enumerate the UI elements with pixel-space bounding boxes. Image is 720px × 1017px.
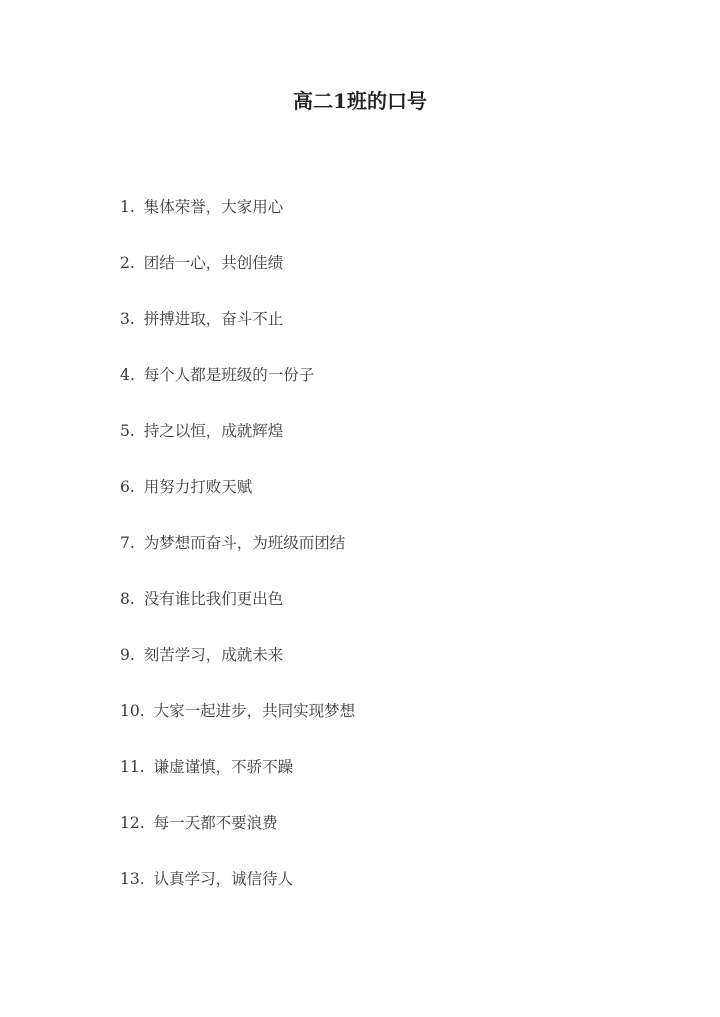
- item-number: 13.: [120, 870, 145, 888]
- list-item: [120, 249, 355, 305]
- list-item: [120, 865, 355, 921]
- item-text: 认真学习，诚信待人: [153, 870, 294, 888]
- list-item: [120, 529, 355, 585]
- item-text: 用努力打败天赋: [143, 478, 253, 496]
- list-item: [120, 697, 355, 753]
- item-number: 3.: [120, 310, 135, 328]
- item-text: 拼搏进取，奋斗不止: [143, 310, 284, 328]
- list-item: [120, 361, 355, 417]
- item-number: 5.: [120, 422, 135, 440]
- item-text: 集体荣誉，大家用心: [143, 198, 284, 216]
- item-number: 1.: [120, 198, 135, 216]
- list-item: [120, 641, 355, 697]
- item-number: 7.: [120, 534, 135, 552]
- item-number: 8.: [120, 590, 135, 608]
- item-text: 刻苦学习，成就未来: [143, 646, 284, 664]
- item-text: 持之以恒，成就辉煌: [143, 422, 284, 440]
- list-item: [120, 753, 355, 809]
- list-item: [120, 417, 355, 473]
- item-number: 4.: [120, 366, 135, 384]
- item-text: 每一天都不要浪费: [153, 814, 278, 832]
- item-number: 12.: [120, 814, 145, 832]
- item-text: 每个人都是班级的一份子: [143, 366, 315, 384]
- item-number: 6.: [120, 478, 135, 496]
- item-text: 没有谁比我们更出色: [143, 590, 284, 608]
- item-text: 谦虚谨慎，不骄不躁: [153, 758, 294, 776]
- list-item: [120, 473, 355, 529]
- list-item: [120, 809, 355, 865]
- item-number: 9.: [120, 646, 135, 664]
- list-item: [120, 305, 355, 361]
- list-item: [120, 193, 355, 249]
- slogan-list: [120, 193, 355, 921]
- item-text: 为梦想而奋斗，为班级而团结: [143, 534, 346, 552]
- item-text: 团结一心，共创佳绩: [143, 254, 284, 272]
- item-number: 2.: [120, 254, 135, 272]
- item-text: 大家一起进步，共同实现梦想: [153, 702, 356, 720]
- list-item: [120, 585, 355, 641]
- item-number: 11.: [120, 758, 145, 776]
- page-title: 高二1班的口号: [293, 89, 427, 113]
- item-number: 10.: [120, 702, 145, 720]
